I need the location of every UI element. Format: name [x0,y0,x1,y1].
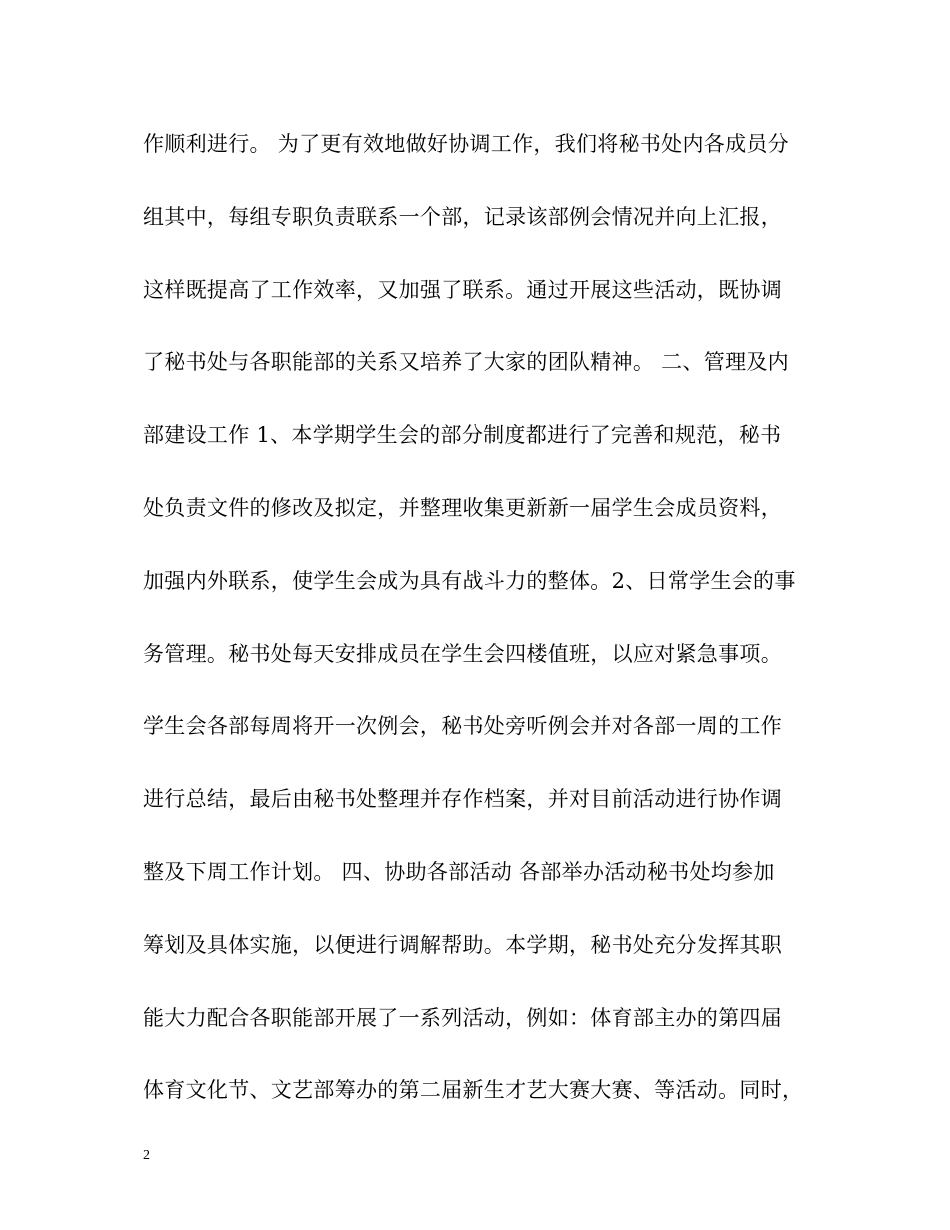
text-line: 务管理。秘书处每天安排成员在学生会四楼值班，以应对紧急事项。 [143,641,782,666]
text-line: 体育文化节、文艺部筹办的第二届新生才艺大赛大赛、等活动。同时， [143,1078,804,1103]
body-text [143,122,823,1141]
text-line: 学生会各部每周将开一次例会，秘书处旁听例会并对各部一周的工作 [143,714,782,739]
text-line: 部建设工作 1、本学期学生会的部分制度都进行了完善和规范，秘书 [143,423,782,448]
text-line: 能大力配合各职能部开展了一系列活动，例如：体育部主办的第四届 [143,1005,782,1030]
text-line: 作顺利进行。 为了更有效地做好协调工作，我们将秘书处内各成员分 [143,132,789,156]
page-number: 2 [143,1148,150,1163]
text-line: 筹划及具体实施，以便进行调解帮助。本学期，秘书处充分发挥其职 [143,932,782,957]
text-line: 处负责文件的修改及拟定，并整理收集更新新一届学生会成员资料， [143,495,782,520]
text-line: 整及下周工作计划。 四、协助各部活动 各部举办活动秘书处均参加 [143,859,775,884]
text-line: 加强内外联系，使学生会成为具有战斗力的整体。2、日常学生会的事 [143,568,796,593]
text-line: 进行总结，最后由秘书处整理并存作档案，并对目前活动进行协作调 [143,787,782,812]
text-line: 组其中，每组专职负责联系一个部，记录该部例会情况并向上汇报， [143,204,782,229]
text-line: 了秘书处与各职能部的关系又培养了大家的团队精神。 二、管理及内 [143,350,789,375]
text-line: 这样既提高了工作效率，又加强了联系。通过开展这些活动，既协调 [143,277,782,302]
